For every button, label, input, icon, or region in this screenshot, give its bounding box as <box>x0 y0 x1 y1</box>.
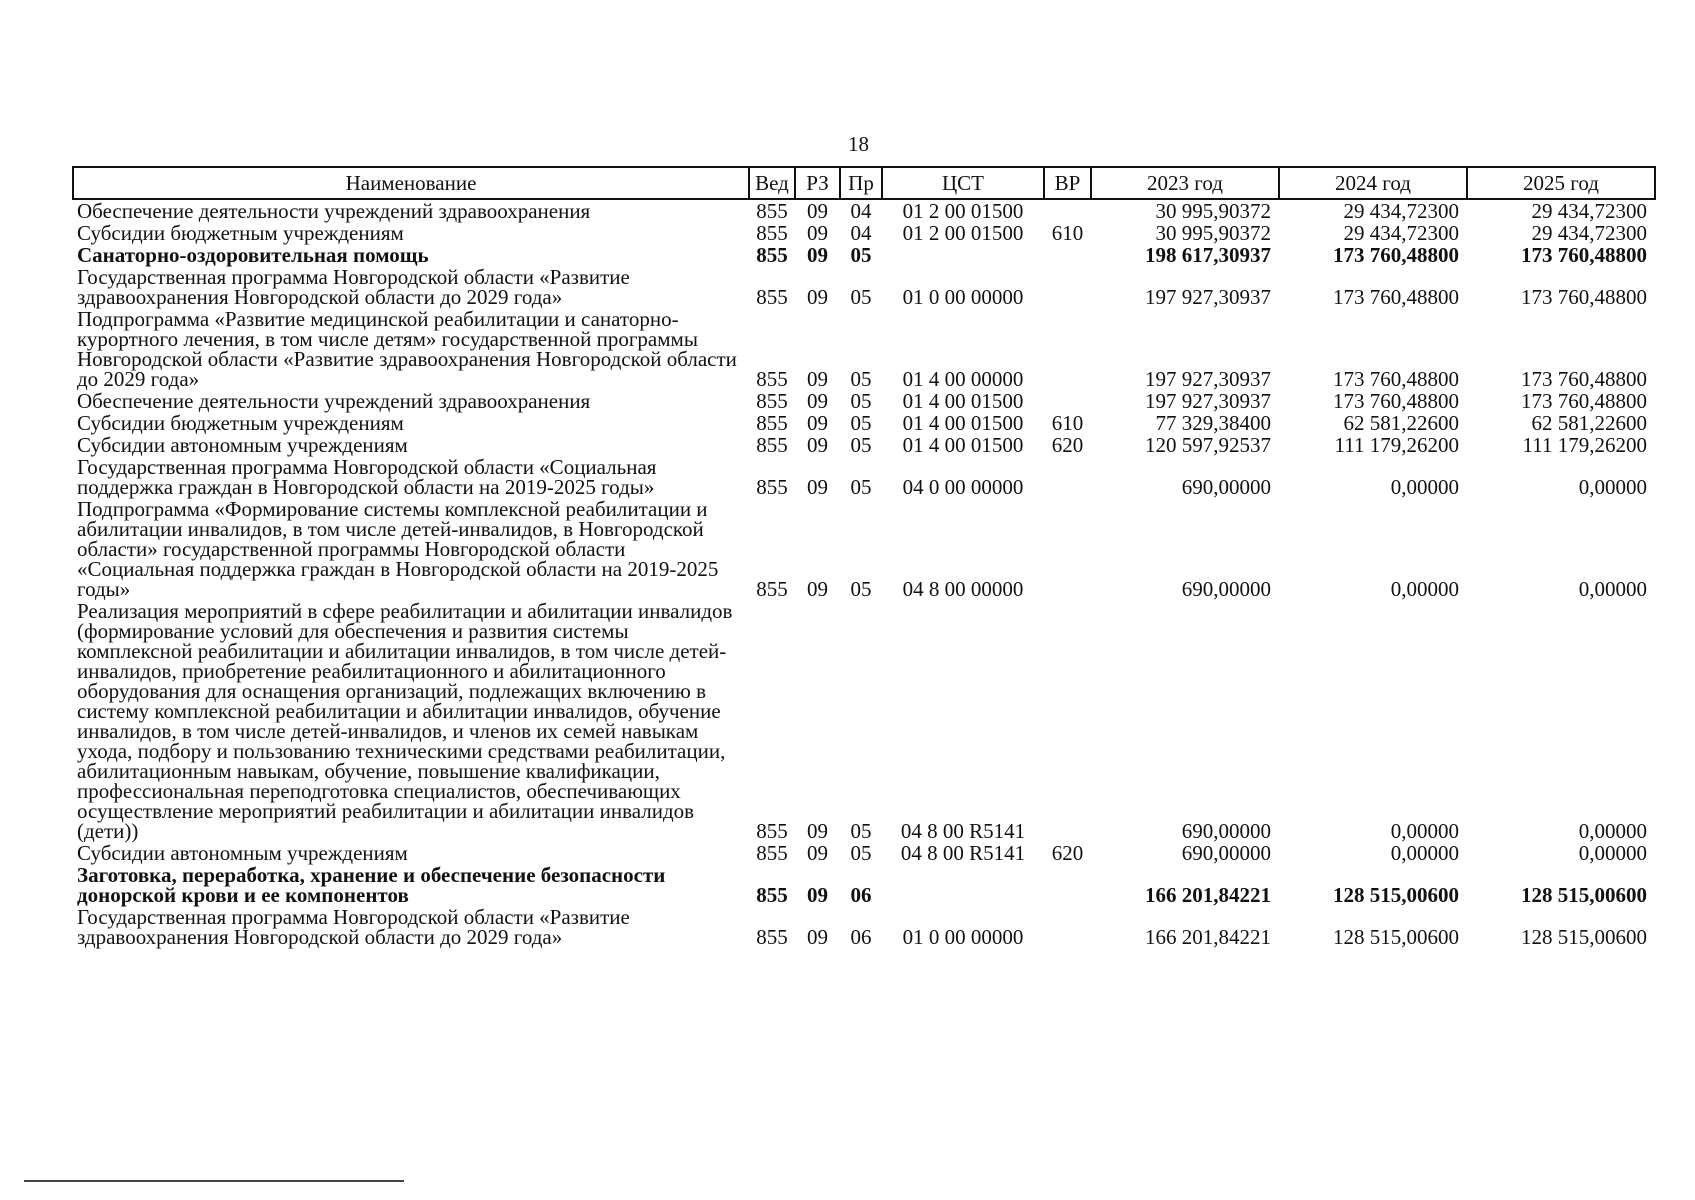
row-pr: 06 <box>850 883 872 907</box>
row-ved: 855 <box>756 243 788 267</box>
row-2024: 0,00000 <box>1390 841 1459 865</box>
row-pr: 05 <box>850 475 872 499</box>
table-row <box>73 244 1655 266</box>
row-2023: 166 201,84221 <box>1145 925 1271 949</box>
row-rz: 09 <box>807 577 828 601</box>
row-ved: 855 <box>756 433 788 457</box>
row-rz: 09 <box>807 199 828 223</box>
row-2025: 0,00000 <box>1578 841 1647 865</box>
header-2025: 2025 год <box>1467 167 1655 199</box>
row-ved: 855 <box>756 221 788 245</box>
row-ved: 855 <box>756 411 788 435</box>
row-pr: 04 <box>850 221 872 245</box>
row-pr: 05 <box>850 367 872 391</box>
row-vr: 610 <box>1051 411 1084 435</box>
table-row <box>73 390 1655 412</box>
row-2025: 62 581,22600 <box>1531 411 1647 435</box>
row-pr: 05 <box>850 841 872 865</box>
row-rz: 09 <box>807 475 828 499</box>
row-pr: 05 <box>850 819 872 843</box>
row-cst: 01 2 00 01500 <box>902 221 1024 245</box>
row-ved: 855 <box>756 883 788 907</box>
row-vr <box>1044 390 1091 412</box>
row-2024: 29 434,72300 <box>1343 199 1459 223</box>
header-rz: РЗ <box>795 167 840 199</box>
row-ved: 855 <box>756 389 788 413</box>
row-2024: 128 515,00600 <box>1333 883 1459 907</box>
row-ved: 855 <box>756 841 788 865</box>
row-2023: 690,00000 <box>1181 475 1271 499</box>
row-2023: 690,00000 <box>1181 577 1271 601</box>
row-pr: 04 <box>850 199 872 223</box>
row-2023: 690,00000 <box>1181 841 1271 865</box>
row-2024: 29 434,72300 <box>1343 221 1459 245</box>
table-row <box>73 199 1655 222</box>
row-cst: 04 0 00 00000 <box>902 475 1024 499</box>
header-cst: ЦСТ <box>882 167 1044 199</box>
row-rz: 09 <box>807 285 828 309</box>
row-2024: 173 760,48800 <box>1333 285 1459 309</box>
row-cst <box>882 864 1044 906</box>
row-2023: 198 617,30937 <box>1145 243 1271 267</box>
row-2023: 77 329,38400 <box>1155 411 1271 435</box>
row-rz: 09 <box>807 411 828 435</box>
row-cst: 01 0 00 00000 <box>902 925 1024 949</box>
table-row <box>73 308 1655 390</box>
row-cst: 01 0 00 00000 <box>902 285 1024 309</box>
header-2023: 2023 год <box>1091 167 1279 199</box>
row-name: Государственная программа Новгородской области «Развитие здравоохранения Новгородской области до 2029 года» <box>77 265 630 309</box>
table-row <box>73 906 1655 948</box>
row-2023: 30 995,90372 <box>1155 221 1271 245</box>
row-vr: 620 <box>1051 841 1084 865</box>
row-rz: 09 <box>807 221 828 245</box>
row-2023: 690,00000 <box>1181 819 1271 843</box>
row-ved: 855 <box>756 475 788 499</box>
row-pr: 05 <box>850 411 872 435</box>
row-name: Подпрограмма «Развитие медицинской реабилитации и санаторно-курортного лечения, в том числе детям» государственной программы Новгородской области «Развитие здравоохранения Новгородской области до 2029 года» <box>77 307 737 391</box>
row-name: Государственная программа Новгородской области «Социальная поддержка граждан в Новгородской области на 2019-2025 годы» <box>77 455 657 499</box>
row-2023: 30 995,90372 <box>1155 199 1271 223</box>
row-cst: 01 4 00 01500 <box>902 411 1024 435</box>
row-2025: 173 760,48800 <box>1521 389 1647 413</box>
row-ved: 855 <box>756 199 788 223</box>
row-name: Заготовка, переработка, хранение и обеспечение безопасности донорской крови и ее компонентов <box>77 863 666 907</box>
row-cst: 01 4 00 01500 <box>902 389 1024 413</box>
row-2025: 0,00000 <box>1578 819 1647 843</box>
row-rz: 09 <box>807 841 828 865</box>
table-row <box>73 456 1655 498</box>
row-2023: 197 927,30937 <box>1145 389 1271 413</box>
header-ved: Вед <box>749 167 795 199</box>
row-rz: 09 <box>807 243 828 267</box>
row-rz: 09 <box>807 883 828 907</box>
row-pr: 05 <box>850 285 872 309</box>
row-vr <box>1044 199 1091 222</box>
header-name: Наименование <box>73 167 749 199</box>
row-2024: 128 515,00600 <box>1333 925 1459 949</box>
row-name: Субсидии бюджетным учреждениям <box>77 411 404 435</box>
row-name: Обеспечение деятельности учреждений здравоохранения <box>77 199 591 223</box>
row-2023: 120 597,92537 <box>1145 433 1271 457</box>
row-vr <box>1044 864 1091 906</box>
header-2024: 2024 год <box>1279 167 1467 199</box>
row-2025: 29 434,72300 <box>1531 221 1647 245</box>
row-rz: 09 <box>807 925 828 949</box>
row-rz: 09 <box>807 433 828 457</box>
row-vr <box>1044 600 1091 842</box>
row-rz: 09 <box>807 389 828 413</box>
row-cst <box>882 244 1044 266</box>
header-vr: ВР <box>1044 167 1091 199</box>
row-vr <box>1044 266 1091 308</box>
row-2023: 197 927,30937 <box>1145 285 1271 309</box>
row-2024: 0,00000 <box>1390 475 1459 499</box>
row-2024: 0,00000 <box>1390 577 1459 601</box>
row-cst: 04 8 00 00000 <box>902 577 1024 601</box>
row-pr: 05 <box>850 433 872 457</box>
row-ved: 855 <box>756 925 788 949</box>
row-2025: 0,00000 <box>1578 475 1647 499</box>
row-cst: 01 4 00 00000 <box>902 367 1024 391</box>
row-2024: 62 581,22600 <box>1343 411 1459 435</box>
row-ved: 855 <box>756 819 788 843</box>
row-2024: 173 760,48800 <box>1333 367 1459 391</box>
row-pr: 06 <box>850 925 872 949</box>
row-vr: 620 <box>1051 433 1084 457</box>
row-name: Реализация мероприятий в сфере реабилитации и абилитации инвалидов (формирование условий для обеспечения и развития системы комплексной реабилитации и абилитации инвалидов, в том числе детей-инвалидов, приобретение реабилитационного и абилитационного оборудования для оснащения организаций, подлежащих включению в систему комплексной реабилитации и абилитации инвалидов, обучение инвалидов, в том числе детей-инвалидов, и членов их семей навыкам ухода, подбору и пользованию техническими средствами реабилитации, абилитационным навыкам, обучение, повышение квалификации, профессиональная переподготовка специалистов, обеспечивающих осуществление мероприятий реабилитации и абилитации инвалидов (дети)) <box>77 599 733 843</box>
row-name: Подпрограмма «Формирование системы комплексной реабилитации и абилитации инвалидов, в том числе детей-инвалидов, в Новгородской области» государственной программы Новгородской области «Социальная поддержка граждан в Новгородской области на 2019-2025 годы» <box>77 497 719 601</box>
budget-table <box>72 166 1656 948</box>
row-2025: 111 179,26200 <box>1522 433 1647 457</box>
table-row <box>73 600 1655 842</box>
row-2025: 0,00000 <box>1578 577 1647 601</box>
table-row <box>73 266 1655 308</box>
row-pr: 05 <box>850 243 872 267</box>
row-name: Обеспечение деятельности учреждений здравоохранения <box>77 389 591 413</box>
row-2024: 173 760,48800 <box>1333 389 1459 413</box>
row-vr <box>1044 456 1091 498</box>
row-2025: 173 760,48800 <box>1521 243 1647 267</box>
row-vr <box>1044 906 1091 948</box>
row-name: Субсидии автономным учреждениям <box>77 841 408 865</box>
table-row <box>73 842 1655 864</box>
row-rz: 09 <box>807 367 828 391</box>
row-2023: 166 201,84221 <box>1145 883 1271 907</box>
table-row <box>73 434 1655 456</box>
header-pr: Пр <box>840 167 882 199</box>
table-header-row <box>73 167 1655 199</box>
row-vr <box>1044 244 1091 266</box>
row-2025: 173 760,48800 <box>1521 367 1647 391</box>
row-ved: 855 <box>756 367 788 391</box>
row-pr: 05 <box>850 577 872 601</box>
row-ved: 855 <box>756 577 788 601</box>
page-number: 18 <box>848 132 869 156</box>
row-cst: 01 4 00 01500 <box>902 433 1024 457</box>
row-2025: 128 515,00600 <box>1521 925 1647 949</box>
row-name: Государственная программа Новгородской области «Развитие здравоохранения Новгородской области до 2029 года» <box>77 905 630 949</box>
row-vr <box>1044 308 1091 390</box>
row-2025: 29 434,72300 <box>1531 199 1647 223</box>
row-name: Санаторно-оздоровительная помощь <box>77 243 429 267</box>
row-2023: 197 927,30937 <box>1145 367 1271 391</box>
row-vr: 610 <box>1051 221 1084 245</box>
row-pr: 05 <box>850 389 872 413</box>
row-2025: 173 760,48800 <box>1521 285 1647 309</box>
table-row <box>73 864 1655 906</box>
table-row <box>73 498 1655 600</box>
row-cst: 04 8 00 R5141 <box>900 819 1026 843</box>
row-name: Субсидии бюджетным учреждениям <box>77 221 404 245</box>
row-name: Субсидии автономным учреждениям <box>77 433 408 457</box>
row-2025: 128 515,00600 <box>1521 883 1647 907</box>
row-cst: 01 2 00 01500 <box>902 199 1024 223</box>
table-row <box>73 222 1655 244</box>
row-2024: 0,00000 <box>1390 819 1459 843</box>
row-rz: 09 <box>807 819 828 843</box>
row-vr <box>1044 498 1091 600</box>
row-2024: 111 179,26200 <box>1334 433 1459 457</box>
table-row <box>73 412 1655 434</box>
row-ved: 855 <box>756 285 788 309</box>
row-cst: 04 8 00 R5141 <box>900 841 1026 865</box>
footer-divider <box>24 1180 404 1182</box>
row-2024: 173 760,48800 <box>1333 243 1459 267</box>
